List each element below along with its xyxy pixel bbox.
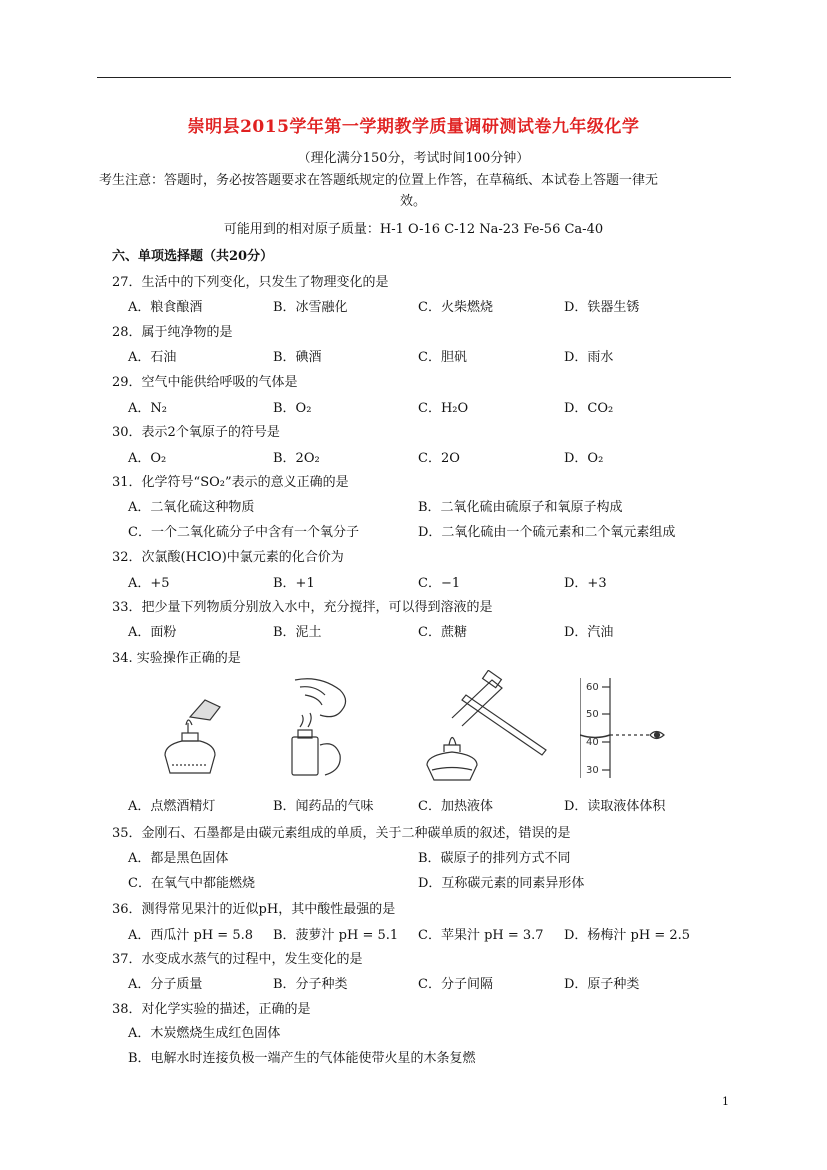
- question-stem: 27．生活中的下列变化，只发生了物理变化的是: [112, 275, 389, 290]
- option: B．+1: [273, 576, 315, 591]
- option: D．二氧化硫由一个硫元素和二个氧元素组成: [418, 525, 676, 540]
- exam-title: 崇明县2015学年第一学期教学质量调研测试卷九年级化学: [187, 117, 640, 137]
- notice-line-2: 效。: [400, 194, 427, 209]
- tick-label: 40: [586, 737, 599, 748]
- option: D．汽油: [564, 625, 614, 640]
- option: C．H₂O: [418, 401, 469, 416]
- question-stem: 30．表示2个氧原子的符号是: [112, 425, 280, 440]
- question-stem: 38．对化学实验的描述，正确的是: [112, 1002, 311, 1017]
- option: C．加热液体: [418, 799, 493, 814]
- option: C．苹果汁 pH = 3.7: [418, 928, 544, 943]
- question-stem: 35．金刚石、石墨都是由碳元素组成的单质，关于二种碳单质的叙述，错误的是: [112, 826, 571, 841]
- page-number: 1: [722, 1095, 729, 1108]
- option: C．分子间隔: [418, 977, 493, 992]
- option: B．冰雪融化: [273, 300, 348, 315]
- option: D．互称碳元素的同素异形体: [418, 876, 585, 891]
- option: D．原子种类: [564, 977, 640, 992]
- notice-line-1: 考生注意：答题时，务必按答题要求在答题纸规定的位置上作答，在草稿纸、本试卷上答题一律无: [99, 173, 659, 188]
- graduated-cylinder-figure: [580, 678, 670, 780]
- option: D．铁器生锈: [564, 300, 640, 315]
- option: A．分子质量: [128, 977, 203, 992]
- option: B．O₂: [273, 401, 312, 416]
- option: B．二氧化硫由硫原子和氧原子构成: [418, 500, 623, 515]
- option: A．O₂: [128, 451, 167, 466]
- question-stem: 32．次氯酸(HClO)中氯元素的化合价为: [112, 550, 344, 565]
- option: B．菠萝汁 pH = 5.1: [273, 928, 399, 943]
- option: D．CO₂: [564, 401, 614, 416]
- option: C．−1: [418, 576, 461, 591]
- question-stem: 31．化学符号“SO₂”表示的意义正确的是: [112, 475, 349, 490]
- option: C．在氧气中都能燃烧: [128, 876, 255, 891]
- option: D．读取液体体积: [564, 799, 666, 814]
- header-rule: [97, 77, 731, 78]
- option: C．蔗糖: [418, 625, 467, 640]
- atomic-mass: 可能用到的相对原子质量：H-1 O-16 C-12 Na-23 Fe-56 Ca-40: [223, 222, 604, 237]
- question-stem: 33．把少量下列物质分别放入水中，充分搅拌，可以得到溶液的是: [112, 600, 493, 615]
- option: A．N₂: [128, 401, 167, 416]
- option: A．粮食酿酒: [128, 300, 203, 315]
- option: C．胆矾: [418, 350, 467, 365]
- question-stem: 34. 实验操作正确的是: [112, 651, 241, 666]
- option: A．+5: [128, 576, 170, 591]
- question-stem: 36．测得常见果汁的近似pH，其中酸性最强的是: [112, 902, 396, 917]
- option: A．木炭燃烧生成红色固体: [128, 1026, 281, 1041]
- option: C．2O: [418, 451, 460, 466]
- option: D．杨梅汁 pH = 2.5: [564, 928, 691, 943]
- question-stem: 28．属于纯净物的是: [112, 325, 233, 340]
- option: C．火柴燃烧: [418, 300, 493, 315]
- heating-liquid-figure: [422, 670, 552, 785]
- section-heading: 六、单项选择题（共20分）: [112, 249, 274, 264]
- question-stem: 37．水变成水蒸气的过程中，发生变化的是: [112, 952, 363, 967]
- option: D．雨水: [564, 350, 614, 365]
- option: B．电解水时连接负极一端产生的气体能使带火星的木条复燃: [128, 1051, 476, 1066]
- option: B．碘酒: [273, 350, 322, 365]
- option: A．点燃酒精灯: [128, 799, 216, 814]
- option: A．二氧化硫这种物质: [128, 500, 255, 515]
- option: A．面粉: [128, 625, 177, 640]
- option: A．都是黑色固体: [128, 851, 229, 866]
- question-stem: 29．空气中能供给呼吸的气体是: [112, 375, 298, 390]
- option: C．一个二氧化硫分子中含有一个氧分子: [128, 525, 359, 540]
- option: D．+3: [564, 576, 607, 591]
- option: B．分子种类: [273, 977, 348, 992]
- option: B．碳原子的排列方式不同: [418, 851, 571, 866]
- tick-label: 30: [586, 765, 599, 776]
- alcohol-lamp-figure: [160, 695, 230, 780]
- option: B．闻药品的气味: [273, 799, 374, 814]
- option: A．石油: [128, 350, 177, 365]
- smelling-figure: [280, 675, 360, 780]
- option: B．泥土: [273, 625, 322, 640]
- option: A．西瓜汁 pH = 5.8: [128, 928, 254, 943]
- option: D．O₂: [564, 451, 604, 466]
- tick-label: 50: [586, 709, 599, 720]
- tick-label: 60: [586, 682, 599, 693]
- option: B．2O₂: [273, 451, 320, 466]
- score-time: （理化满分150分，考试时间100分钟）: [297, 151, 530, 166]
